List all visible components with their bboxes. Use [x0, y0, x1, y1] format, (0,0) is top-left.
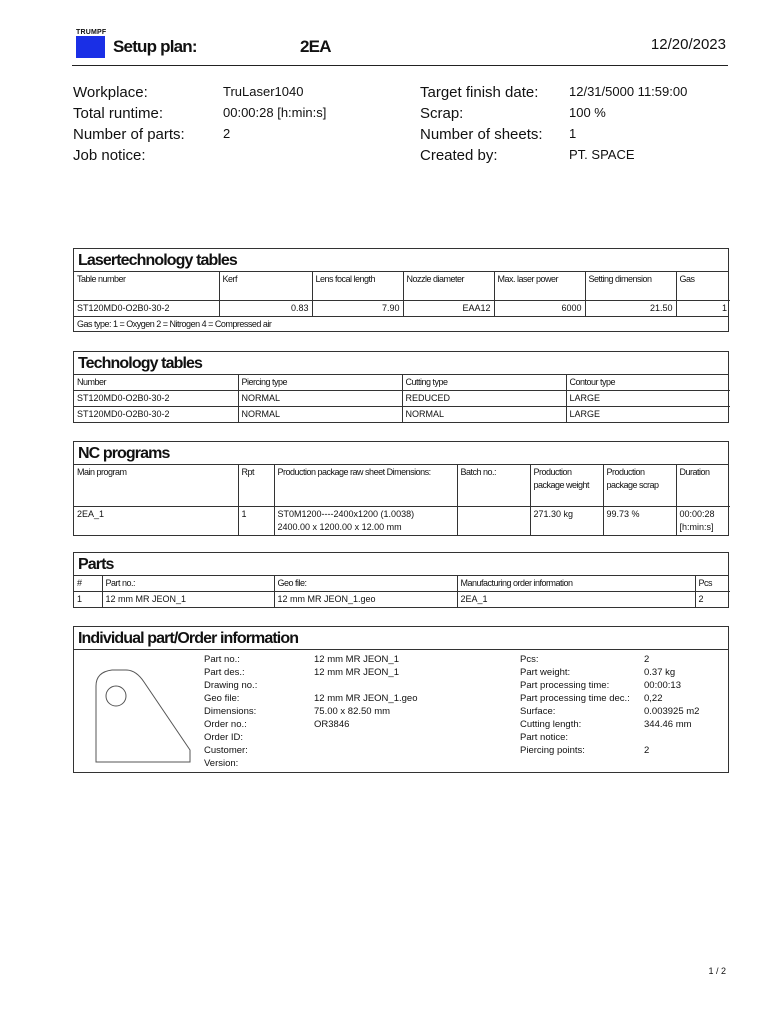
job-code: 2EA — [300, 37, 331, 56]
info-label: Cutting length: — [520, 719, 582, 730]
column-header: Pcs — [695, 576, 730, 592]
scrap-value: 100 % — [569, 105, 606, 120]
table-cell: LARGE — [566, 391, 730, 407]
parts-count-value: 2 — [223, 126, 231, 141]
created-by-label: Created by: — [420, 147, 498, 164]
info-label: Surface: — [520, 706, 556, 717]
table-cell: 0.83 — [219, 301, 312, 317]
table-cell: 12 mm MR JEON_1 — [102, 592, 274, 608]
nc-programs-section — [73, 441, 729, 536]
part-preview-image — [82, 658, 194, 766]
info-value: 0,22 — [644, 693, 663, 704]
individual-part-section — [73, 626, 729, 773]
target-date-value: 12/31/5000 11:59:00 — [569, 84, 688, 99]
laser-tech-title: Lasertechnology tables — [74, 249, 728, 272]
nc-programs-table — [74, 465, 730, 535]
info-value: 75.00 x 82.50 mm — [314, 706, 391, 717]
table-header-row — [74, 465, 730, 507]
table-cell: ST120MD0-O2B0-30-2 — [74, 407, 238, 423]
raw-sheet-dims: 2400.00 x 1200.00 x 12.00 mm — [277, 522, 402, 532]
column-header: Contour type — [566, 375, 730, 391]
runtime-label: Total runtime: — [73, 105, 164, 122]
tech-tables-section — [73, 351, 729, 423]
info-value: 2 — [644, 654, 650, 665]
table-cell: ST120MD0-O2B0-30-2 — [74, 301, 219, 317]
brand-logo-box — [76, 36, 105, 58]
column-header: Lens focal length — [312, 272, 403, 301]
info-value: 12 mm MR JEON_1 — [314, 667, 399, 678]
sheets-value: 1 — [569, 126, 577, 141]
laser-tech-table — [74, 272, 730, 316]
table-cell: 271.30 kg — [530, 507, 603, 536]
table-cell: LARGE — [566, 407, 730, 423]
table-cell: NORMAL — [402, 407, 566, 423]
info-label: Version: — [204, 758, 239, 769]
table-cell: 1 — [676, 301, 730, 317]
column-header: Max. laser power — [494, 272, 585, 301]
header-divider — [72, 65, 728, 66]
info-value: 12 mm MR JEON_1 — [314, 654, 399, 665]
individual-part-title: Individual part/Order information — [74, 627, 728, 650]
info-value: 0.37 kg — [644, 667, 676, 678]
info-label: Piercing points: — [520, 745, 585, 756]
duration-value: 00:00:28 — [679, 509, 715, 519]
table-cell: 12 mm MR JEON_1.geo — [274, 592, 457, 608]
page-number: 1 / 2 — [708, 966, 726, 976]
table-cell: 7.90 — [312, 301, 403, 317]
workplace-value: TruLaser1040 — [223, 84, 304, 99]
info-label: Order no.: — [204, 719, 247, 730]
scrap-label: Scrap: — [420, 105, 464, 122]
table-cell: 99.73 % — [603, 507, 676, 536]
target-date-label: Target finish date: — [420, 84, 539, 101]
table-header-row — [74, 272, 730, 301]
info-value: 0.003925 m2 — [644, 706, 700, 717]
runtime-value: 00:00:28 [h:min:s] — [223, 105, 327, 120]
duration-unit: [h:min:s] — [679, 522, 714, 532]
column-header: Batch no.: — [457, 465, 530, 507]
table-cell — [676, 507, 730, 536]
column-header: Setting dimension — [585, 272, 676, 301]
column-header: # — [74, 576, 102, 592]
info-label: Customer: — [204, 745, 248, 756]
table-cell: 2 — [695, 592, 730, 608]
page-title: Setup plan: — [113, 37, 197, 56]
table-cell: 6000 — [494, 301, 585, 317]
tech-tables-table — [74, 375, 730, 422]
column-header: Piercing type — [238, 375, 402, 391]
parts-count-label: Number of parts: — [73, 126, 185, 143]
table-cell — [274, 507, 457, 536]
table-row — [74, 391, 730, 407]
table-cell: ST120MD0-O2B0-30-2 — [74, 391, 238, 407]
job-notice-label: Job notice: — [73, 147, 146, 164]
table-row — [74, 507, 730, 536]
info-label: Part processing time dec.: — [520, 693, 630, 704]
info-label: Dimensions: — [204, 706, 257, 717]
table-cell: 1 — [238, 507, 274, 536]
table-cell — [457, 507, 530, 536]
table-header-row — [74, 576, 730, 592]
table-cell: NORMAL — [238, 407, 402, 423]
info-value: OR3846 — [314, 719, 350, 730]
column-header: Manufacturing order information — [457, 576, 695, 592]
parts-section — [73, 552, 729, 608]
created-by-value: PT. SPACE — [569, 147, 635, 162]
table-cell: 1 — [74, 592, 102, 608]
workplace-label: Workplace: — [73, 84, 148, 101]
table-row — [74, 407, 730, 423]
table-header-row — [74, 375, 730, 391]
table-row — [74, 301, 730, 317]
info-label: Part notice: — [520, 732, 569, 743]
parts-table — [74, 576, 730, 607]
info-label: Pcs: — [520, 654, 539, 665]
table-cell: EAA12 — [403, 301, 494, 317]
column-header: Production package weight — [530, 465, 603, 507]
info-label: Geo file: — [204, 693, 240, 704]
table-cell: REDUCED — [402, 391, 566, 407]
nc-programs-title: NC programs — [74, 442, 728, 465]
individual-part-body — [74, 650, 728, 772]
info-label: Drawing no.: — [204, 680, 258, 691]
print-date: 12/20/2023 — [650, 36, 726, 53]
table-cell: 2EA_1 — [74, 507, 238, 536]
gas-type-note: Gas type: 1 = Oxygen 2 = Nitrogen 4 = Compressed air — [74, 316, 728, 331]
column-header: Gas — [676, 272, 730, 301]
column-header: Nozzle diameter — [403, 272, 494, 301]
info-value: 344.46 mm — [644, 719, 692, 730]
column-header: Production package raw sheet Dimensions: — [274, 465, 457, 507]
column-header: Number — [74, 375, 238, 391]
column-header: Main program — [74, 465, 238, 507]
column-header: Part no.: — [102, 576, 274, 592]
laser-tech-section — [73, 248, 729, 332]
column-header: Rpt — [238, 465, 274, 507]
info-label: Part no.: — [204, 654, 240, 665]
info-value: 12 mm MR JEON_1.geo — [314, 693, 418, 704]
info-label: Part des.: — [204, 667, 245, 678]
table-row — [74, 592, 730, 608]
info-label: Part weight: — [520, 667, 571, 678]
column-header: Table number — [74, 272, 219, 301]
brand-logo-text: TRUMPF — [76, 29, 107, 36]
parts-title: Parts — [74, 553, 728, 576]
info-value: 00:00:13 — [644, 680, 681, 691]
tech-tables-title: Technology tables — [74, 352, 728, 375]
sheets-label: Number of sheets: — [420, 126, 543, 143]
column-header: Kerf — [219, 272, 312, 301]
info-value: 2 — [644, 745, 650, 756]
raw-sheet-name: ST0M1200----2400x1200 (1.0038) — [277, 509, 415, 519]
column-header: Geo file: — [274, 576, 457, 592]
column-header: Production package scrap — [603, 465, 676, 507]
column-header: Cutting type — [402, 375, 566, 391]
info-label: Order ID: — [204, 732, 244, 743]
table-cell: NORMAL — [238, 391, 402, 407]
table-cell: 2EA_1 — [457, 592, 695, 608]
column-header: Duration — [676, 465, 730, 507]
table-cell: 21.50 — [585, 301, 676, 317]
info-label: Part processing time: — [520, 680, 610, 691]
